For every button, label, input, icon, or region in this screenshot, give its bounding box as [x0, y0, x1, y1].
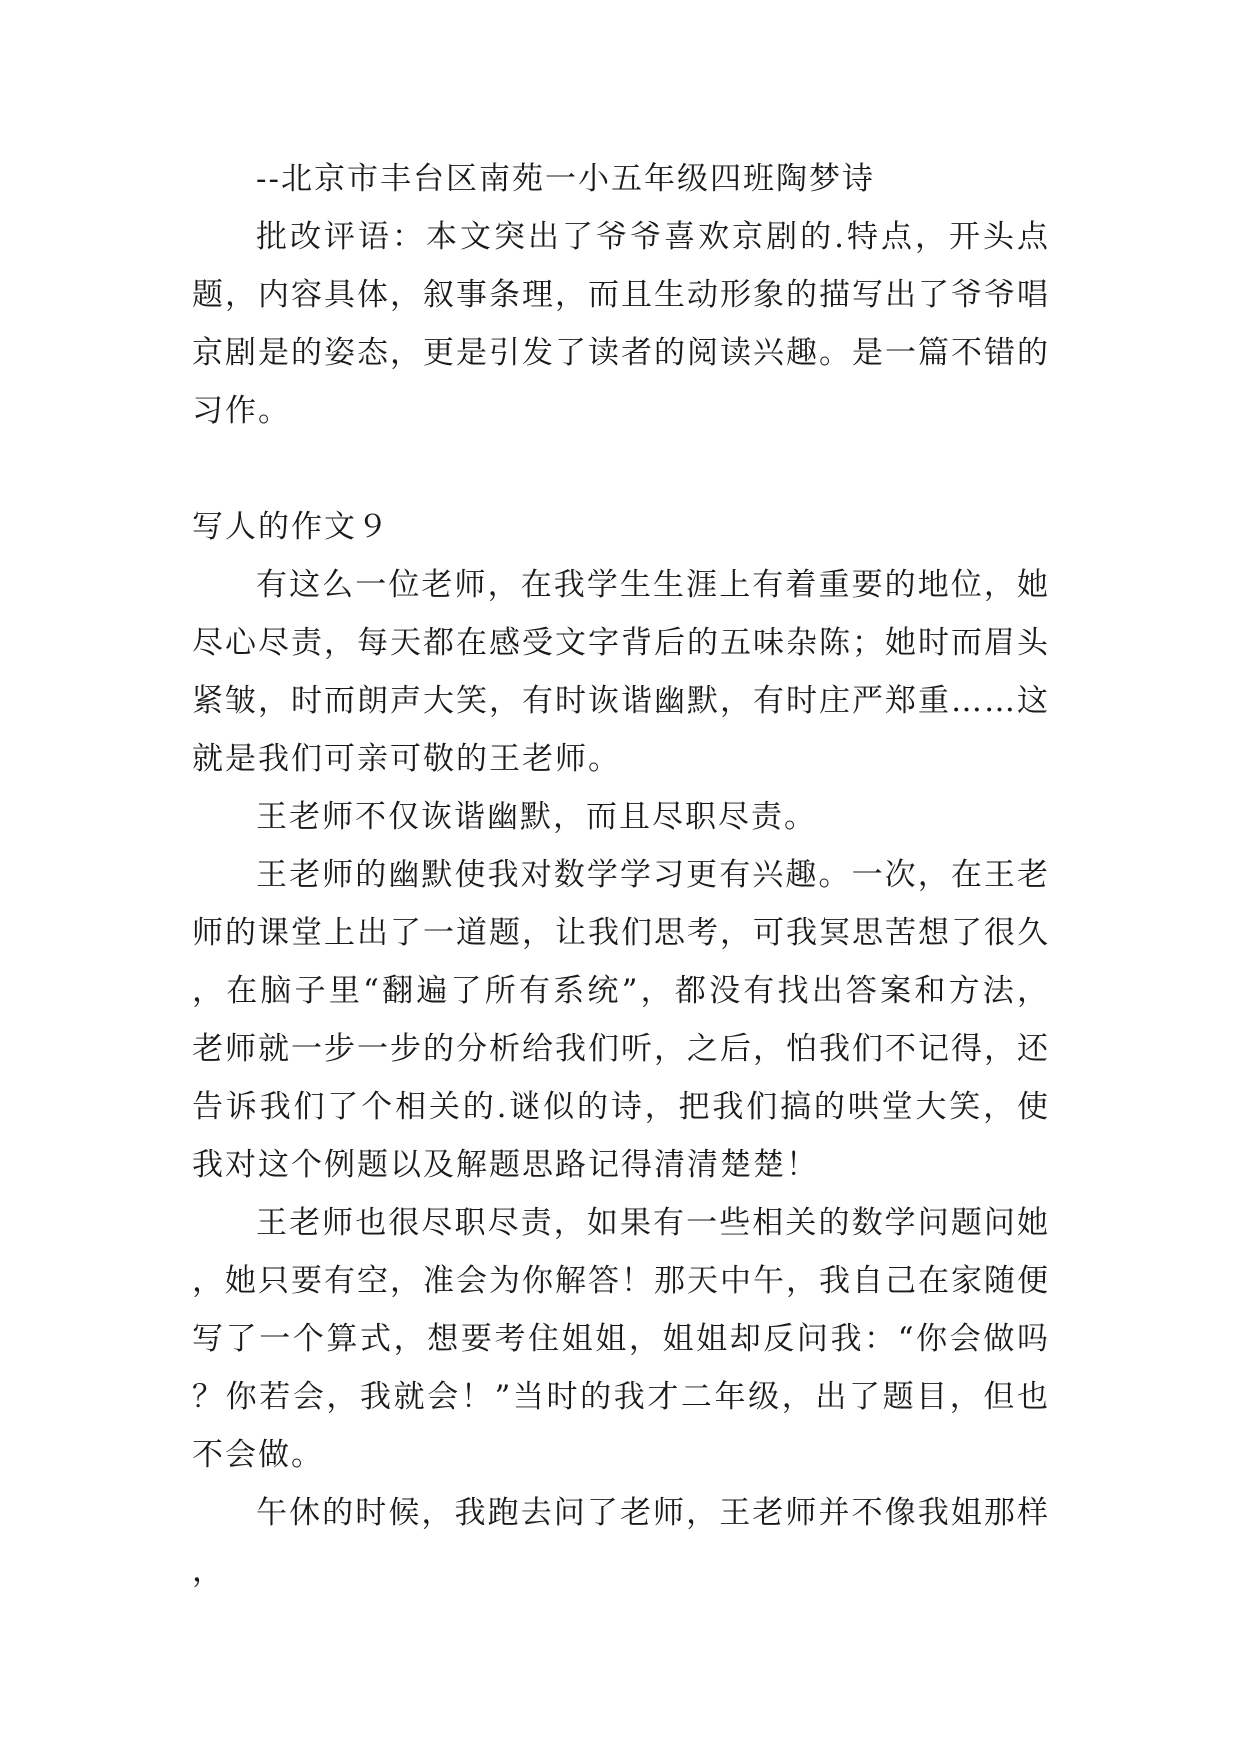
section-title: 写人的作文９ [192, 509, 390, 545]
author-signature: --北京市丰台区南苑一小五年级四班陶梦诗 [256, 161, 875, 197]
document-body [192, 150, 1050, 1600]
paragraph: 王老师也很尽职尽责，如果有一些相关的数学问题问她，她只要有空，准会为你解答！那天中午，我自己在家随便写了一个算式，想要考住姐姐，姐姐却反问我：“你会做吗？你若会，我就会！”当时的我才二年级，出了题目，但也不会做。 [192, 1205, 1050, 1473]
paragraph: 有这么一位老师，在我学生生涯上有着重要的地位，她尽心尽责，每天都在感受文字背后的五味杂陈；她时而眉头紧皱，时而朗声大笑，有时诙谐幽默，有时庄严郑重……这就是我们可亲可敬的王老师。 [192, 567, 1050, 777]
review-comment: 批改评语：本文突出了爷爷喜欢京剧的.特点，开头点题，内容具体，叙事条理，而且生动形象的描写出了爷爷唱京剧是的姿态，更是引发了读者的阅读兴趣。是一篇不错的习作。 [192, 219, 1050, 429]
paragraph: 午休的时候，我跑去问了老师，王老师并不像我姐那样， [192, 1495, 1050, 1589]
paragraph: 王老师不仅诙谐幽默，而且尽职尽责。 [256, 799, 817, 835]
paragraph: 王老师的幽默使我对数学学习更有兴趣。一次，在王老师的课堂上出了一道题，让我们思考，可我冥思苦想了很久，在脑子里“翻遍了所有系统”，都没有找出答案和方法，老师就一步一步的分析给我们听，之后，怕我们不记得，还告诉我们了个相关的.谜似的诗，把我们搞的哄堂大笑，使我对这个例题以及解题思路记得清清楚楚！ [192, 857, 1050, 1183]
